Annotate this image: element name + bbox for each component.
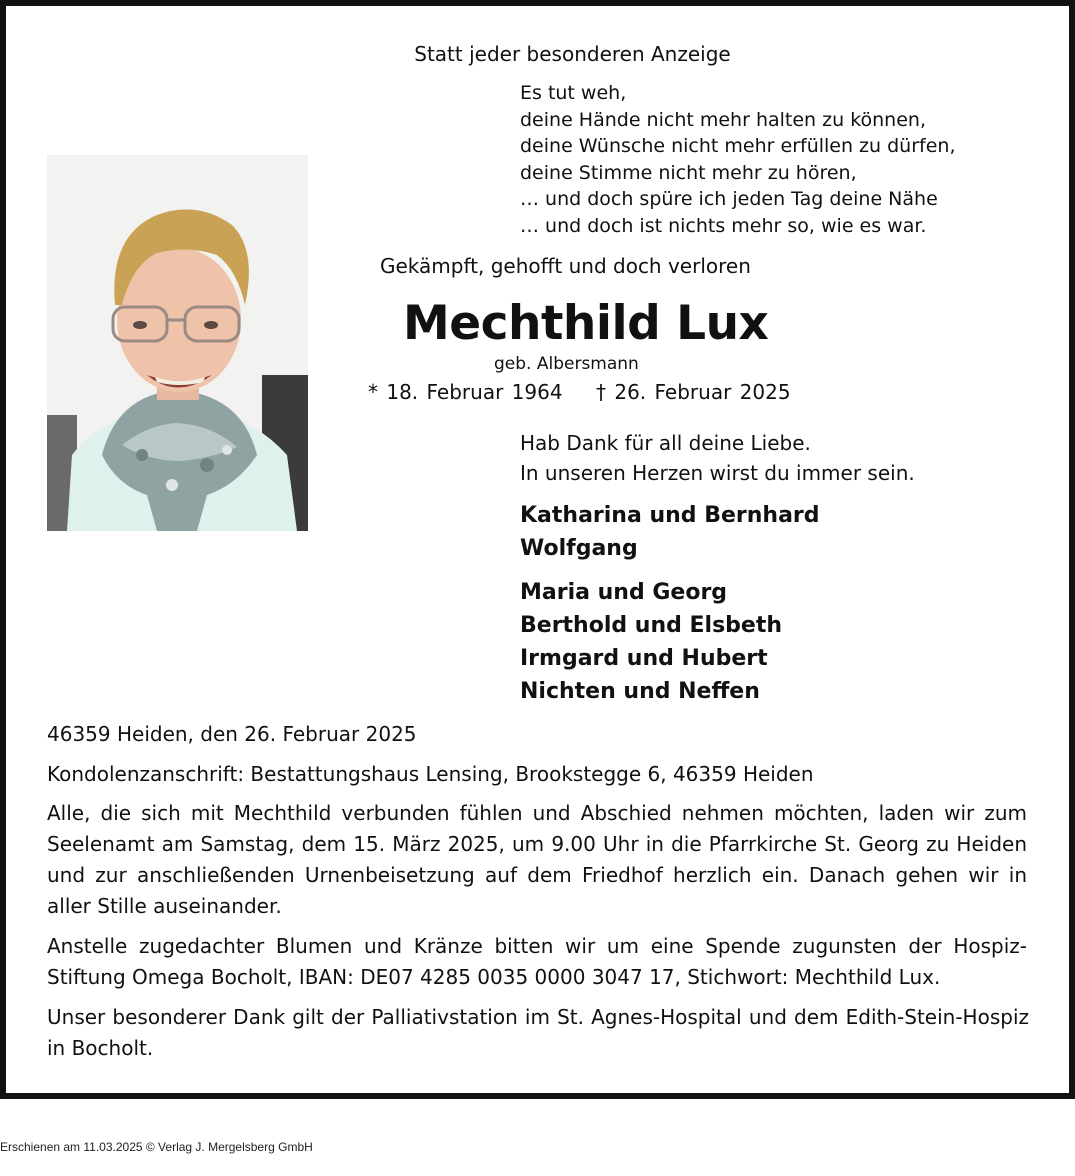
poem-line: … und doch spüre ich jeden Tag deine Nähe xyxy=(520,188,938,210)
mourner: Irmgard und Hubert xyxy=(520,646,768,671)
place-date: 46359 Heiden, den 26. Februar 2025 xyxy=(47,722,417,746)
thanks-line: Hab Dank für all deine Liebe. xyxy=(520,431,811,455)
publication-footer: Erschienen am 11.03.2025 © Verlag J. Mergelsberg GmbH xyxy=(0,1140,313,1154)
deceased-name: Mechthild Lux xyxy=(403,296,769,351)
maiden-name: geb. Albersmann xyxy=(494,354,639,374)
motto: Gekämpft, gehofft und doch verloren xyxy=(380,254,751,278)
header-line: Statt jeder besonderen Anzeige xyxy=(414,42,731,66)
gratitude-text: Unser besonderer Dank gilt der Palliativstation im St. Agnes-Hospital und dem Edith-Stein-Hospiz in Bocholt. xyxy=(47,1005,1029,1060)
invitation-text: Alle, die sich mit Mechthild verbunden fühlen und Abschied nehmen möchten, laden wir zum Seelenamt am Samstag, dem 15. März 2025, um 9.00 Uhr in die Pfarrkirche St. Georg zu Heiden und zur anschließenden Urnenbeisetzung auf dem Friedhof herzlich ein. Danach gehen wir in aller Stille auseinander. xyxy=(47,801,1027,918)
portrait-illustration xyxy=(47,155,308,531)
mourner: Katharina und Bernhard xyxy=(520,503,820,528)
poem xyxy=(520,80,956,239)
portrait-photo xyxy=(47,155,308,531)
life-dates: * 18. Februar 1964 † 26. Februar 2025 xyxy=(368,380,791,404)
thanks-line: In unseren Herzen wirst du immer sein. xyxy=(520,461,915,485)
thanks-text xyxy=(520,428,915,488)
poem-line: … und doch ist nichts mehr so, wie es war. xyxy=(520,214,927,237)
mourners-group-2 xyxy=(520,576,782,708)
poem-line: deine Stimme nicht mehr zu hören, xyxy=(520,161,857,184)
mourner: Maria und Georg xyxy=(520,580,728,605)
condolence-address: Kondolenzanschrift: Bestattungshaus Lensing, Brookstegge 6, 46359 Heiden xyxy=(47,762,814,786)
poem-line: deine Hände nicht mehr halten zu können, xyxy=(520,108,926,131)
mourners-group-1 xyxy=(520,499,820,565)
mourner: Wolfgang xyxy=(520,536,638,561)
donation-text: Anstelle zugedachter Blumen und Kränze bitten wir um eine Spende zugunsten der Hospiz-Stiftung Omega Bocholt, IBAN: DE07 4285 0035 0000 3047 17, Stichwort: Mechthild Lux. xyxy=(47,934,1027,989)
mourner: Nichten und Neffen xyxy=(520,679,760,704)
poem-line: Es tut weh, xyxy=(520,82,627,104)
mourner: Berthold und Elsbeth xyxy=(520,613,783,638)
poem-line: deine Wünsche nicht mehr erfüllen zu dürfen, xyxy=(520,135,956,157)
